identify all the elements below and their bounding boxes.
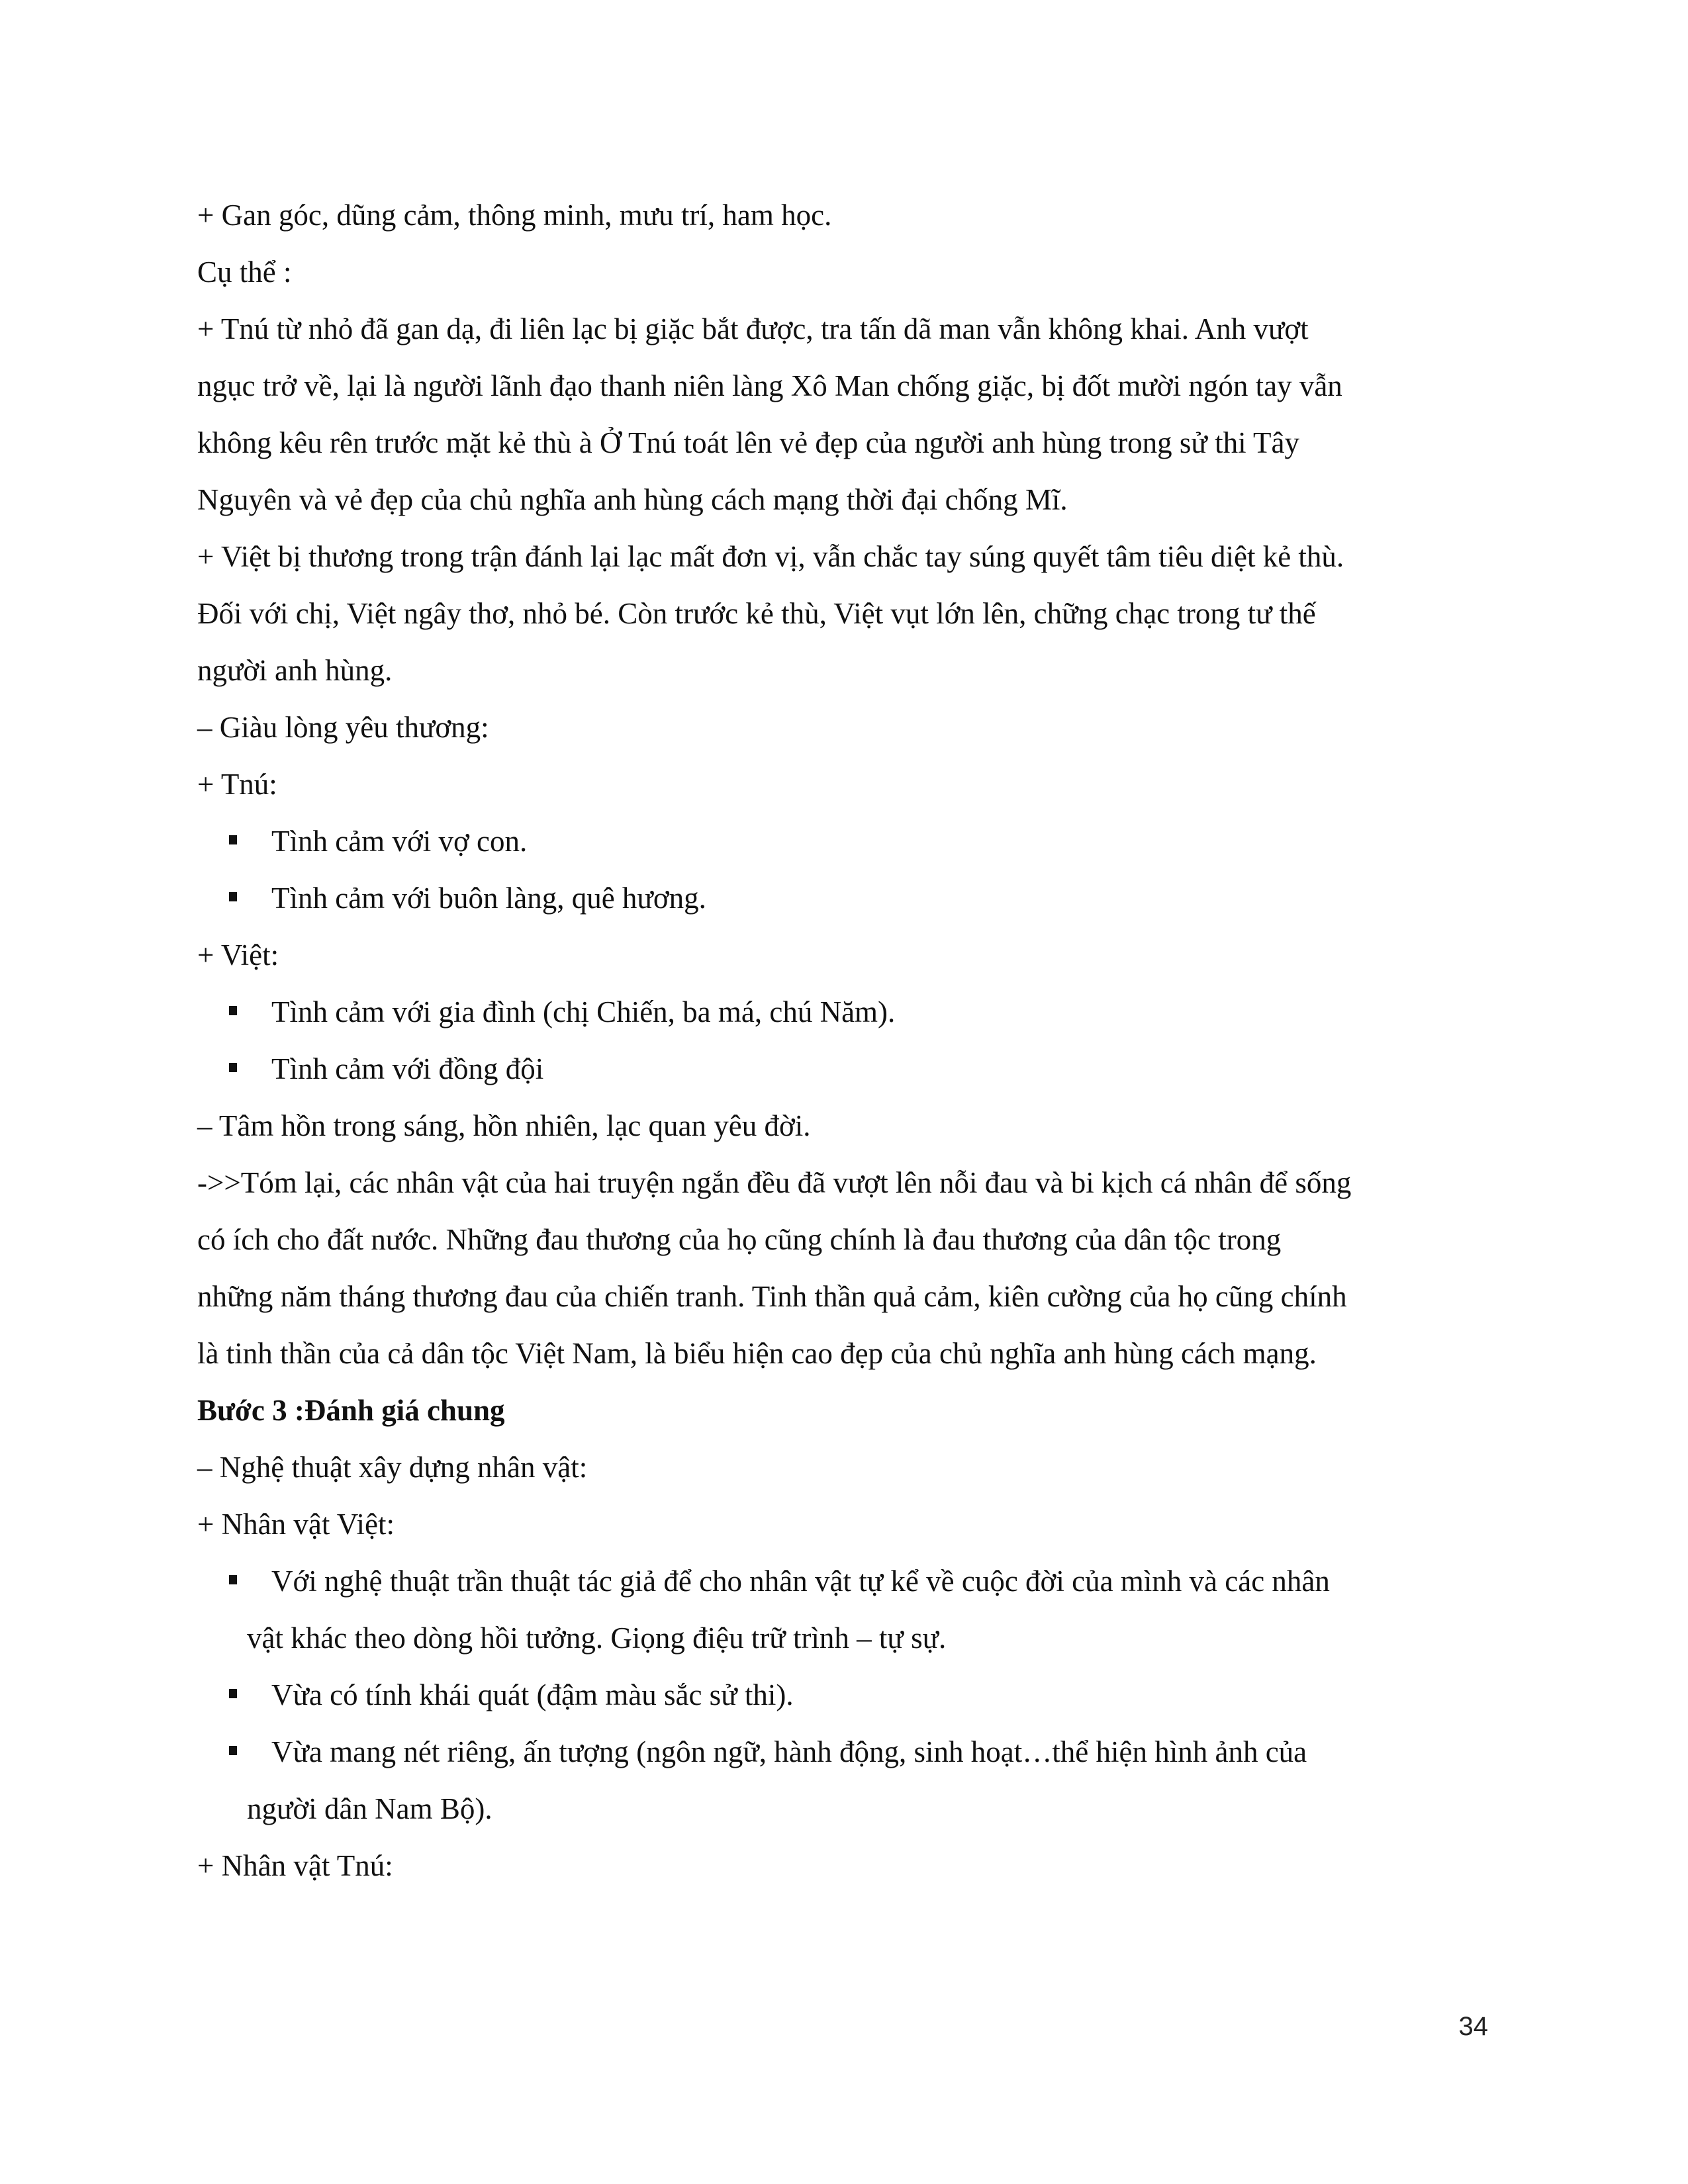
list-item-text: Vừa mang nét riêng, ấn tượng (ngôn ngữ, hành động, sinh hoạt…thể hiện hình ảnh của	[271, 1735, 1307, 1768]
text-line: là tinh thần của cả dân tộc Việt Nam, là biểu hiện cao đẹp của chủ nghĩa anh hùng cách mạng.	[197, 1337, 1317, 1370]
paragraph-viet	[197, 528, 1495, 699]
text-line: Cụ thể :	[197, 255, 292, 289]
text-line: – Tâm hồn trong sáng, hồn nhiên, lạc quan yêu đời.	[197, 1109, 811, 1142]
text-line: những năm tháng thương đau của chiến tranh. Tinh thần quả cảm, kiên cường của họ cũng chính	[197, 1280, 1347, 1313]
square-bullet-icon	[229, 1575, 237, 1584]
text-line: ngục trở về, lại là người lãnh đạo thanh niên làng Xô Man chống giặc, bị đốt mười ngón tay vẫn	[197, 369, 1342, 402]
text-line: người anh hùng.	[197, 654, 393, 687]
text-line: có ích cho đất nước. Những đau thương của họ cũng chính là đau thương của dân tộc trong	[197, 1223, 1282, 1256]
page-number: 34	[1458, 2012, 1488, 2041]
text-line: – Giàu lòng yêu thương:	[197, 711, 489, 744]
square-bullet-icon	[229, 1746, 237, 1755]
list-item-text: người dân Nam Bộ).	[247, 1792, 492, 1825]
text-line: + Nhân vật Tnú:	[197, 1849, 393, 1882]
list-item-text: Tình cảm với đồng đội	[271, 1052, 544, 1085]
text-line: + Nhân vật Việt:	[197, 1508, 395, 1541]
list-item	[197, 1553, 1495, 1666]
list-item	[197, 983, 1495, 1040]
list-item-text: Vừa có tính khái quát (đậm màu sắc sử thi).	[271, 1678, 794, 1711]
text-line: + Tnú:	[197, 768, 277, 801]
list-item-text: vật khác theo dòng hồi tưởng. Giọng điệu trữ trình – tự sự.	[247, 1621, 947, 1655]
text-line: Đối với chị, Việt ngây thơ, nhỏ bé. Còn trước kẻ thù, Việt vụt lớn lên, chững chạc trong tư thế	[197, 597, 1316, 630]
paragraph-tnu	[197, 300, 1495, 528]
list-item-text: Tình cảm với buôn làng, quê hương.	[271, 882, 706, 915]
square-bullet-icon	[229, 892, 237, 901]
square-bullet-icon	[229, 835, 237, 844]
square-bullet-icon	[229, 1006, 237, 1015]
list-item	[197, 1040, 1495, 1097]
list-item-text: Tình cảm với gia đình (chị Chiến, ba má, chú Năm).	[271, 995, 896, 1028]
square-bullet-icon	[229, 1689, 237, 1698]
list-item-text: Với nghệ thuật trần thuật tác giả để cho nhân vật tự kể về cuộc đời của mình và các nhân	[271, 1565, 1330, 1598]
text-line: Nguyên và vẻ đẹp của chủ nghĩa anh hùng cách mạng thời đại chống Mĩ.	[197, 483, 1068, 516]
text-line: không kêu rên trước mặt kẻ thù à Ở Tnú toát lên vẻ đẹp của người anh hùng trong sử thi Tây	[197, 426, 1299, 459]
section-heading: Bước 3 :Đánh giá chung	[197, 1394, 505, 1427]
text-line: + Việt bị thương trong trận đánh lại lạc mất đơn vị, vẫn chắc tay súng quyết tâm tiêu diệt kẻ thù.	[197, 540, 1344, 573]
text-line: + Gan góc, dũng cảm, thông minh, mưu trí, ham học.	[197, 199, 832, 232]
text-line: + Việt:	[197, 938, 279, 972]
list-item-text: Tình cảm với vợ con.	[271, 825, 528, 858]
list-item	[197, 1723, 1495, 1837]
text-line: + Tnú từ nhỏ đã gan dạ, đi liên lạc bị giặc bắt được, tra tấn dã man vẫn không khai. Anh vượt	[197, 312, 1309, 345]
list-item	[197, 870, 1495, 927]
square-bullet-icon	[229, 1063, 237, 1072]
text-line: ->>Tóm lại, các nhân vật của hai truyện ngắn đều đã vượt lên nỗi đau và bi kịch cá nhân để sống	[197, 1166, 1352, 1199]
list-item	[197, 1666, 1495, 1723]
document-body	[197, 187, 1495, 1894]
text-line: – Nghệ thuật xây dựng nhân vật:	[197, 1451, 588, 1484]
list-item	[197, 813, 1495, 870]
paragraph-summary	[197, 1154, 1495, 1382]
